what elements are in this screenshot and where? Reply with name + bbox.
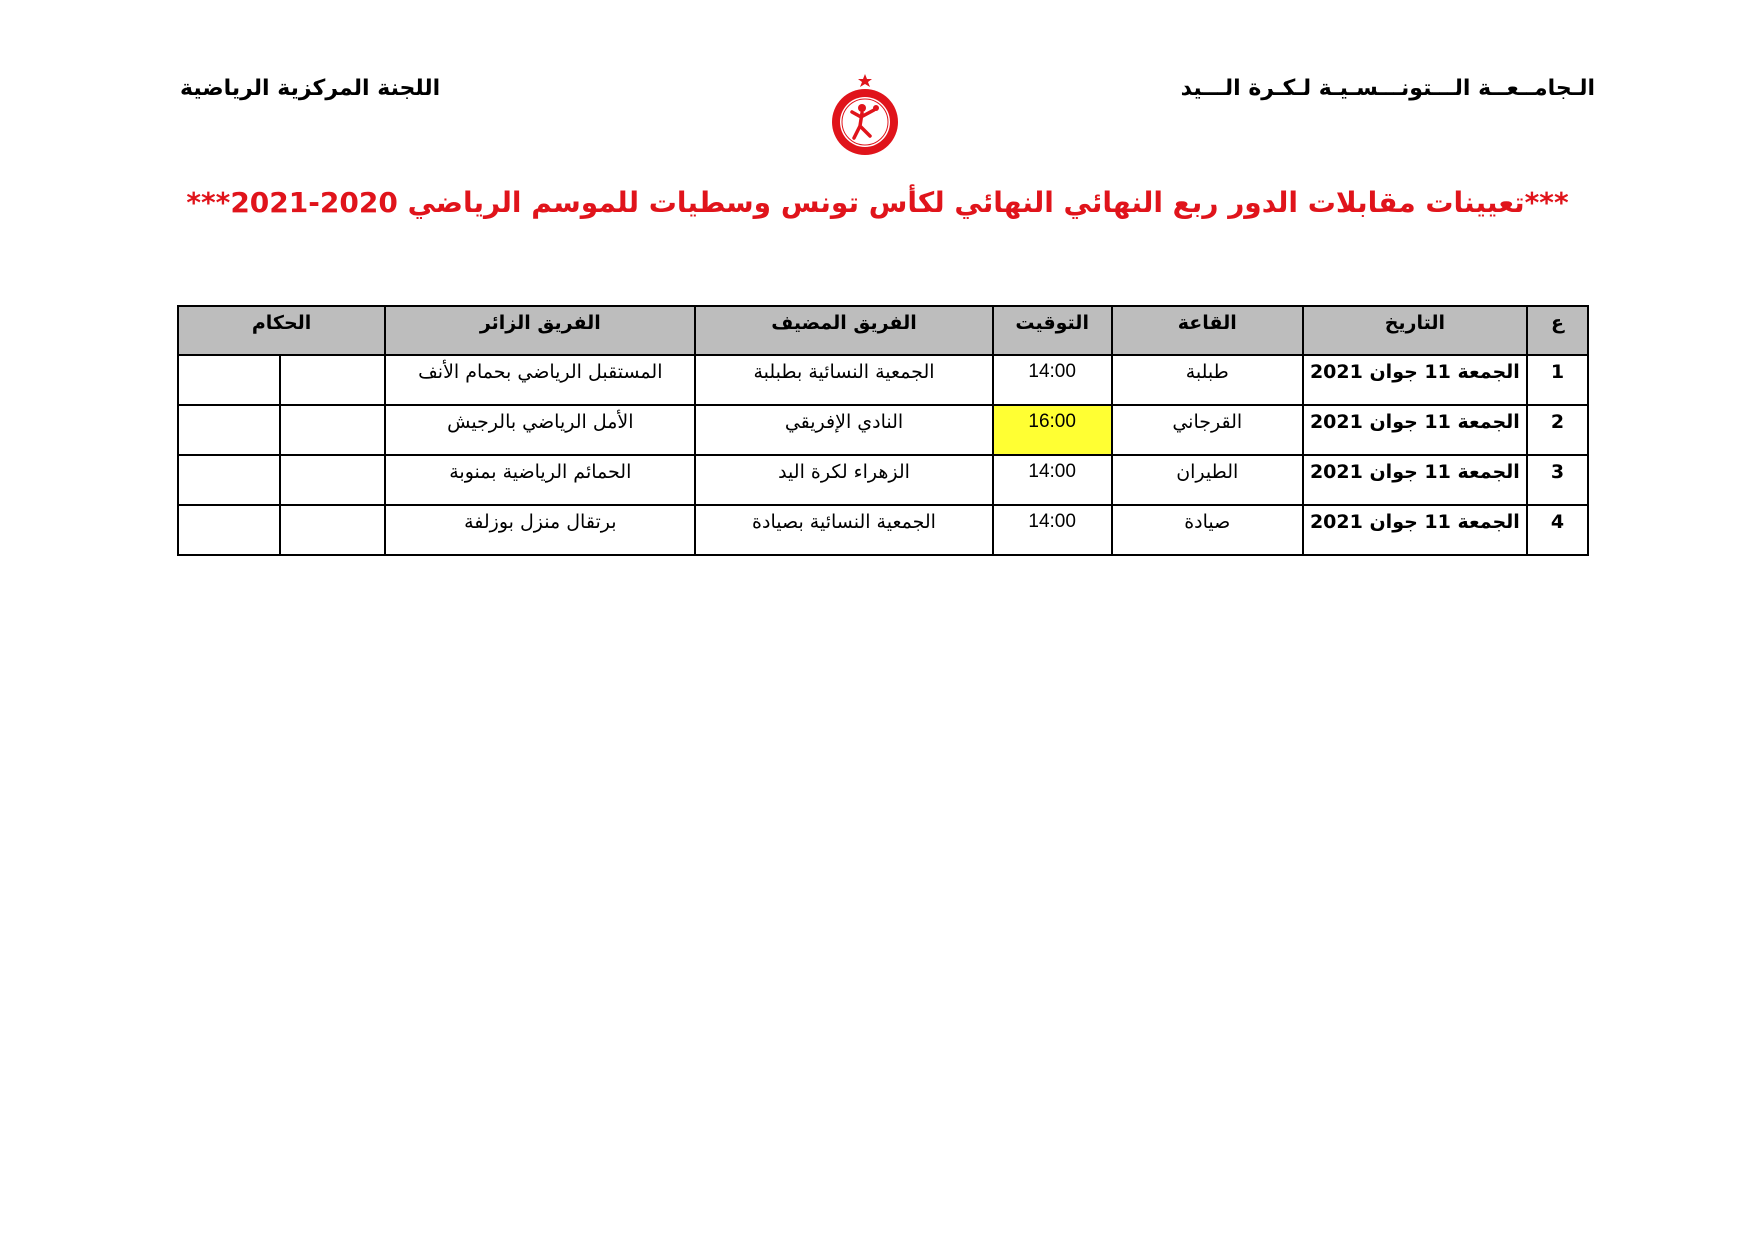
cell-home-team: الجمعية النسائية بصيادة xyxy=(695,505,992,555)
committee-name: اللجنة المركزية الرياضية xyxy=(180,76,441,101)
cell-away-team: الحمائم الرياضية بمنوبة xyxy=(385,455,695,505)
cell-away-team: برتقال منزل بوزلفة xyxy=(385,505,695,555)
cell-away-team: المستقبل الرياضي بحمام الأنف xyxy=(385,355,695,405)
cell-num: 4 xyxy=(1527,505,1588,555)
federation-name: الـجامــعــة الـــتونـــسـيـة لـكـرة الـــيد xyxy=(1180,76,1595,101)
cell-date: الجمعة 11 جوان 2021 xyxy=(1303,455,1527,505)
table-row xyxy=(178,505,1588,555)
cell-referee-1 xyxy=(280,355,385,405)
column-header-num: ع xyxy=(1527,306,1588,355)
cell-away-team: الأمل الرياضي بالرجيش xyxy=(385,405,695,455)
table-row xyxy=(178,355,1588,405)
cell-num: 3 xyxy=(1527,455,1588,505)
cell-num: 2 xyxy=(1527,405,1588,455)
table-row xyxy=(178,455,1588,505)
column-header-home: الفريق المضيف xyxy=(695,306,992,355)
cell-date: الجمعة 11 جوان 2021 xyxy=(1303,355,1527,405)
table-header-row xyxy=(178,306,1588,355)
cell-home-team: الجمعية النسائية بطبلبة xyxy=(695,355,992,405)
column-header-referees: الحكام xyxy=(178,306,385,355)
column-header-hall: القاعة xyxy=(1112,306,1303,355)
column-header-date: التاريخ xyxy=(1303,306,1527,355)
cell-hall: القرجاني xyxy=(1112,405,1303,455)
cell-num: 1 xyxy=(1527,355,1588,405)
table-row xyxy=(178,405,1588,455)
cell-referee-2 xyxy=(178,355,280,405)
cell-home-team: الزهراء لكرة اليد xyxy=(695,455,992,505)
cell-time: 14:00 xyxy=(993,455,1112,505)
cell-referee-1 xyxy=(280,505,385,555)
federation-logo-icon xyxy=(826,72,904,158)
cell-time: 14:00 xyxy=(993,355,1112,405)
column-header-away: الفريق الزائر xyxy=(385,306,695,355)
cell-hall: الطيران xyxy=(1112,455,1303,505)
schedule-table xyxy=(177,305,1589,556)
page-title: ***تعيينات مقابلات الدور ربع النهائي النهائي لكأس تونس وسطيات للموسم الرياضي 2020-2021*** xyxy=(186,186,1569,219)
cell-referee-1 xyxy=(280,455,385,505)
cell-date: الجمعة 11 جوان 2021 xyxy=(1303,505,1527,555)
cell-referee-2 xyxy=(178,455,280,505)
cell-referee-1 xyxy=(280,405,385,455)
cell-home-team: النادي الإفريقي xyxy=(695,405,992,455)
cell-hall: طبلبة xyxy=(1112,355,1303,405)
cell-time: 14:00 xyxy=(993,505,1112,555)
cell-time-highlighted: 16:00 xyxy=(993,405,1112,455)
cell-date: الجمعة 11 جوان 2021 xyxy=(1303,405,1527,455)
cell-referee-2 xyxy=(178,505,280,555)
column-header-time: التوقيت xyxy=(993,306,1112,355)
cell-referee-2 xyxy=(178,405,280,455)
cell-hall: صيادة xyxy=(1112,505,1303,555)
